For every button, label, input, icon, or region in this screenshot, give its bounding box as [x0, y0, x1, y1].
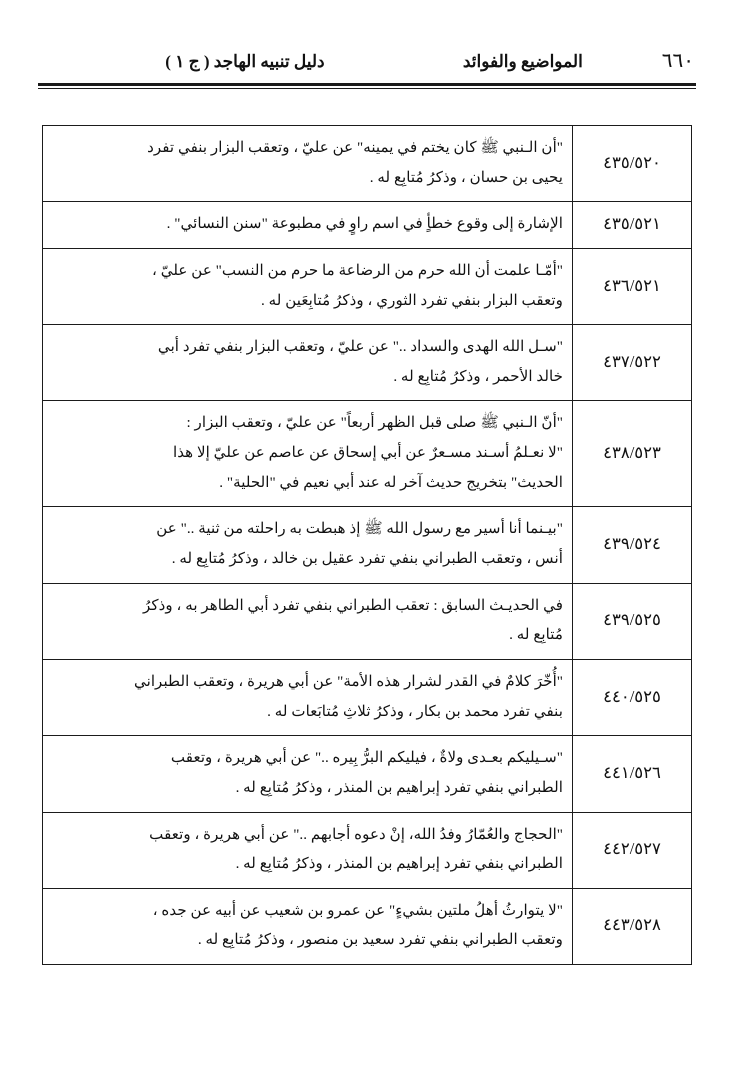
entry-text [43, 202, 573, 249]
table-row [43, 325, 692, 401]
entry-text-line: وتعقب البزار بنفي تفرد الثوري ، وذكرُ مُتابِعَين له . [261, 291, 563, 309]
entry-text [43, 812, 573, 888]
entry-text-line: "بيـنما أنا أسير مع رسول الله ﷺ إذ هبطت به راحلته من ثنية .." عن [156, 520, 563, 538]
entry-reference: ٤٤٠/٥٢٥ [573, 659, 692, 735]
entry-text [43, 248, 573, 324]
divider-thin [38, 88, 696, 89]
table-row [43, 202, 692, 249]
index-table [42, 125, 692, 965]
entry-text [43, 888, 573, 964]
index-table-body [43, 126, 692, 965]
table-row [43, 736, 692, 812]
entry-text-line: "أُخّرَ كلامٌ في القدر لشرار هذه الأمة" عن أبي هريرة ، وتعقب الطبراني [133, 672, 563, 690]
table-row [43, 401, 692, 507]
entry-text-line: "الحجاج والعُمّارُ وفدُ الله، إنْ دعوه أجابهم .." عن أبي هريرة ، وتعقب [149, 825, 563, 843]
entry-reference: ٤٤٢/٥٢٧ [573, 812, 692, 888]
entry-text-line: وتعقب الطبراني بنفي تفرد سعيد بن منصور ، وذكرُ مُتابِع له . [197, 931, 563, 949]
entry-reference: ٤٣٨/٥٢٣ [573, 401, 692, 507]
entry-text [43, 401, 573, 507]
table-row [43, 126, 692, 202]
entry-text-line: أنس ، وتعقب الطبراني بنفي تفرد عقيل بن خالد ، وذكرُ مُتابِع له . [171, 550, 563, 568]
table-row [43, 888, 692, 964]
entry-text-line: في الحديـث السابق : تعقب الطبراني بنفي تفرد أبي الطاهر به ، وذكرُ [143, 596, 563, 614]
entry-text [43, 583, 573, 659]
page-number: ٦٦٠ [661, 50, 694, 72]
entry-text-line: الطبراني بنفي تفرد إبراهيم بن المنذر ، وذكرُ مُتابِع له . [235, 778, 563, 796]
entry-text-line: الطبراني بنفي تفرد إبراهيم بن المنذر ، وذكرُ مُتابِع له . [235, 855, 563, 873]
entry-text-line: "أمّـا علمت أن الله حرم من الرضاعة ما حرم من النسب" عن عليّ ، [152, 261, 563, 279]
table-row [43, 812, 692, 888]
entry-text-line: الحديث" بتخريج حديث آخر له عند أبي نعيم في "الحلية" . [219, 473, 563, 491]
entry-text-line: مُتابِع له . [509, 626, 563, 644]
entry-reference: ٤٣٧/٥٢٢ [573, 325, 692, 401]
entry-reference: ٤٤١/٥٢٦ [573, 736, 692, 812]
entry-text-line: خالد الأحمر ، وذكرُ مُتابِع له . [393, 367, 563, 385]
entry-text-line: "لا نعـلمُ أسـند مسـعرٌ عن أبي إسحاق عن عاصم عن عليّ إلا هذا [172, 444, 563, 462]
header-title: دليل تنبيه الهاجد ( ج ١ ) [165, 52, 325, 71]
header-divider [36, 83, 698, 89]
entry-reference: ٤٤٣/٥٢٨ [573, 888, 692, 964]
entry-text-line: يحيى بن حسان ، وذكرُ مُتابِع له . [369, 168, 563, 186]
entry-reference: ٤٣٩/٥٢٥ [573, 583, 692, 659]
table-row [43, 507, 692, 583]
entry-text-line: "لا يتوارثُ أهلُ ملتين بشيءٍ" عن عمرو بن شعيب عن أبيه عن جده ، [152, 901, 563, 919]
entry-reference: ٤٣٩/٥٢٤ [573, 507, 692, 583]
table-row [43, 248, 692, 324]
entry-text-line: "سـل الله الهدى والسداد .." عن عليّ ، وتعقب البزار بنفي تفرد أبي [157, 338, 563, 356]
entry-reference: ٤٣٥/٥٢١ [573, 202, 692, 249]
entry-text [43, 126, 573, 202]
header-subtitle: المواضيع والفوائد [462, 52, 583, 71]
page-header [36, 48, 698, 73]
entry-text [43, 507, 573, 583]
table-row [43, 583, 692, 659]
divider-thick [38, 83, 696, 86]
table-row [43, 659, 692, 735]
entry-text-line: "أن الـنبي ﷺ كان يختم في يمينه" عن عليّ ، وتعقب البزار بنفي تفرد [147, 139, 563, 156]
entry-text [43, 736, 573, 812]
entry-text-line: الإشارة إلى وقوع خطأٍ في اسم راوٍ في مطبوعة "سنن النسائي" . [166, 215, 563, 233]
entry-text-line: "سـيليكم بعـدى ولاةٌ ، فيليكم البرُّ بِيره .." عن أبي هريرة ، وتعقب [170, 749, 563, 767]
entry-text [43, 659, 573, 735]
content-table-wrapper [36, 125, 698, 965]
entry-reference: ٤٣٦/٥٢١ [573, 248, 692, 324]
entry-text-line: بنفي تفرد محمد بن بكار ، وذكرُ ثلاثِ مُتابَعات له . [267, 702, 563, 720]
entry-text [43, 325, 573, 401]
entry-text-line: "أنّ الـنبي ﷺ صلى قبل الظهر أربعاً" عن عليّ ، وتعقب البزار : [186, 414, 563, 432]
entry-reference: ٤٣٥/٥٢٠ [573, 126, 692, 202]
